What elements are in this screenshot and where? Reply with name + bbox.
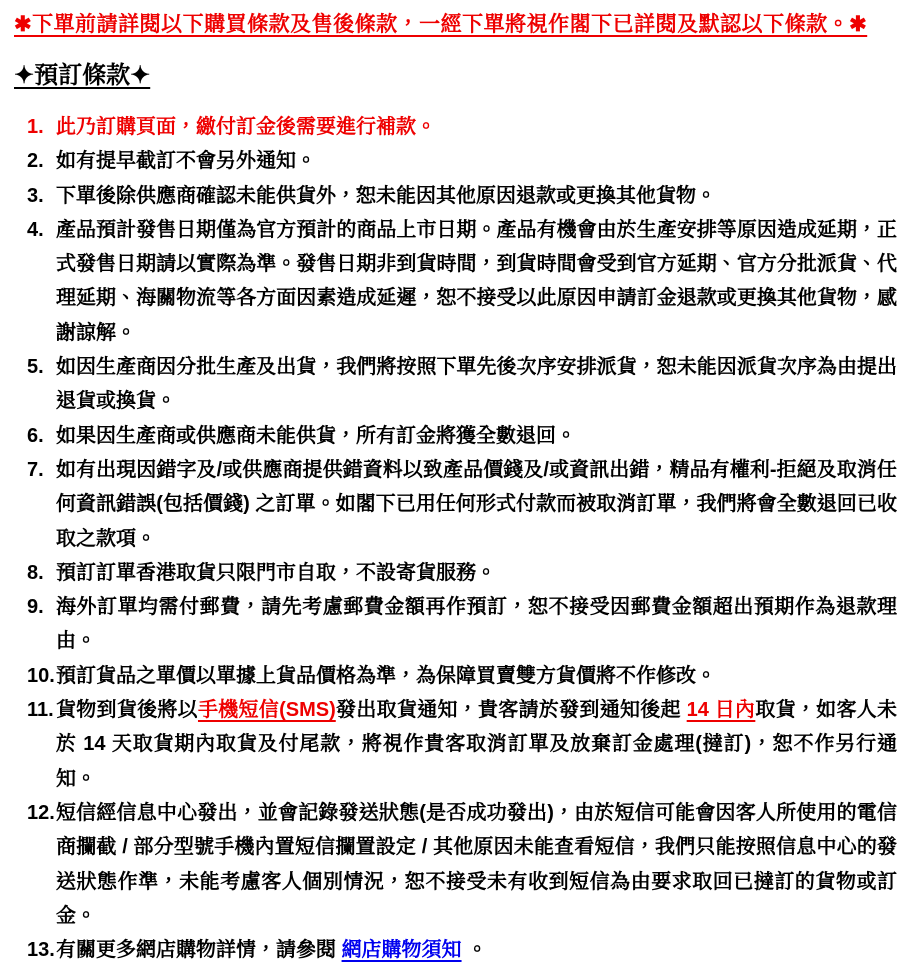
- term-number: 9.: [27, 596, 44, 619]
- term-text: 如有出現因錯字及/或供應商提供錯資料以致產品價錢及/或資訊出錯，精品有權利-拒絕及取消任何資訊錯誤(包括價錢) 之訂單。如閣下已用任何形式付款而被取消訂單，我們將會全數退回已收取之款項。: [56, 458, 897, 550]
- highlight-text: 14 日內: [686, 699, 756, 722]
- term-item-7: [14, 453, 897, 556]
- shop-guide-link[interactable]: 網店購物須知: [341, 939, 462, 962]
- term-text: 。: [461, 939, 488, 962]
- term-number: 4.: [27, 218, 44, 241]
- term-text: 貨物到貨後將以: [56, 699, 198, 722]
- term-item-6: [14, 419, 897, 453]
- term-item-2: [14, 144, 897, 178]
- term-number: 10.: [27, 664, 55, 687]
- term-number: 7.: [27, 458, 44, 481]
- term-number: 11.: [27, 699, 54, 722]
- term-number: 2.: [27, 150, 44, 173]
- term-text: 產品預計發售日期僅為官方預計的商品上市日期。產品有機會由於生產安排等原因造成延期，正式發售日期請以實際為準。發售日期非到貨時間，到貨時間會受到官方延期、官方分批派貨、代理延期、海關物流等各方面因素造成延遲，恕不接受以此原因申請訂金退款或更換其他貨物，感謝諒解。: [56, 218, 897, 344]
- term-item-10: [14, 659, 897, 693]
- term-number: 13.: [27, 939, 55, 962]
- term-text: 發出取貨通知，貴客請於發到通知後起: [335, 699, 687, 722]
- term-item-12: [14, 796, 897, 933]
- term-text: 預訂訂單香港取貨只限門市自取，不設寄貨服務。: [56, 561, 496, 584]
- term-text: 此乃訂購頁面，繳付訂金後需要進行補款。: [56, 116, 436, 138]
- term-number: 3.: [27, 184, 44, 207]
- term-item-4: [14, 213, 897, 350]
- preorder-terms-title: ✦預訂條款✦: [14, 62, 151, 89]
- term-text: 如因生產商因分批生產及出貨，我們將按照下單先後次序安排派貨，恕未能因派貨次序為由提出退貨或換貨。: [56, 356, 897, 413]
- terms-list: [14, 110, 897, 967]
- term-item-1: [14, 110, 897, 144]
- term-number: 5.: [27, 356, 44, 379]
- term-text: 預訂貨品之單價以單據上貨品價格為準，為保障買賣雙方貨價將不作修改。: [56, 664, 716, 687]
- term-number: 8.: [27, 561, 44, 584]
- purchase-notice-banner: ✱下單前請詳閱以下購買條款及售後條款，一經下單將視作閣下已詳閱及默認以下條款。✱: [14, 13, 868, 36]
- term-item-9: [14, 590, 897, 659]
- term-text: 如有提早截訂不會另外通知。: [56, 150, 316, 173]
- term-text: 下單後除供應商確認未能供貨外，恕未能因其他原因退款或更換其他貨物。: [56, 184, 716, 207]
- term-item-3: [14, 179, 897, 213]
- term-item-5: [14, 350, 897, 419]
- term-text: 如果因生產商或供應商未能供貨，所有訂金將獲全數退回。: [56, 424, 576, 447]
- term-text: 短信經信息中心發出，並會記錄發送狀態(是否成功發出)，由於短信可能會因客人所使用的電信商攔截 / 部分型號手機內置短信攔置設定 / 其他原因未能查看短信，我們只能按照信息中心的發送狀態作準，未能考慮客人個別情況，恕不接受未有收到短信為由要求取回已撻訂的貨物或訂金。: [56, 801, 897, 927]
- term-number: 1.: [27, 116, 44, 138]
- term-number: 6.: [27, 424, 44, 447]
- term-text: 有關更多網店購物詳情，請參閱: [56, 939, 342, 962]
- term-text: 取貨，如客人未於 14 天取貨期內取貨及付尾款，將視作貴客取消訂單及放棄訂金處理(撻訂)，恕不作另行通知。: [56, 699, 898, 790]
- term-number: 12.: [27, 801, 55, 824]
- highlight-text: 手機短信(SMS): [197, 699, 336, 722]
- term-item-13: [14, 933, 897, 967]
- term-item-8: [14, 556, 897, 590]
- term-text: 海外訂單均需付郵費，請先考慮郵費金額再作預訂，恕不接受因郵費金額超出預期作為退款理由。: [56, 596, 897, 653]
- term-item-11: [14, 693, 897, 796]
